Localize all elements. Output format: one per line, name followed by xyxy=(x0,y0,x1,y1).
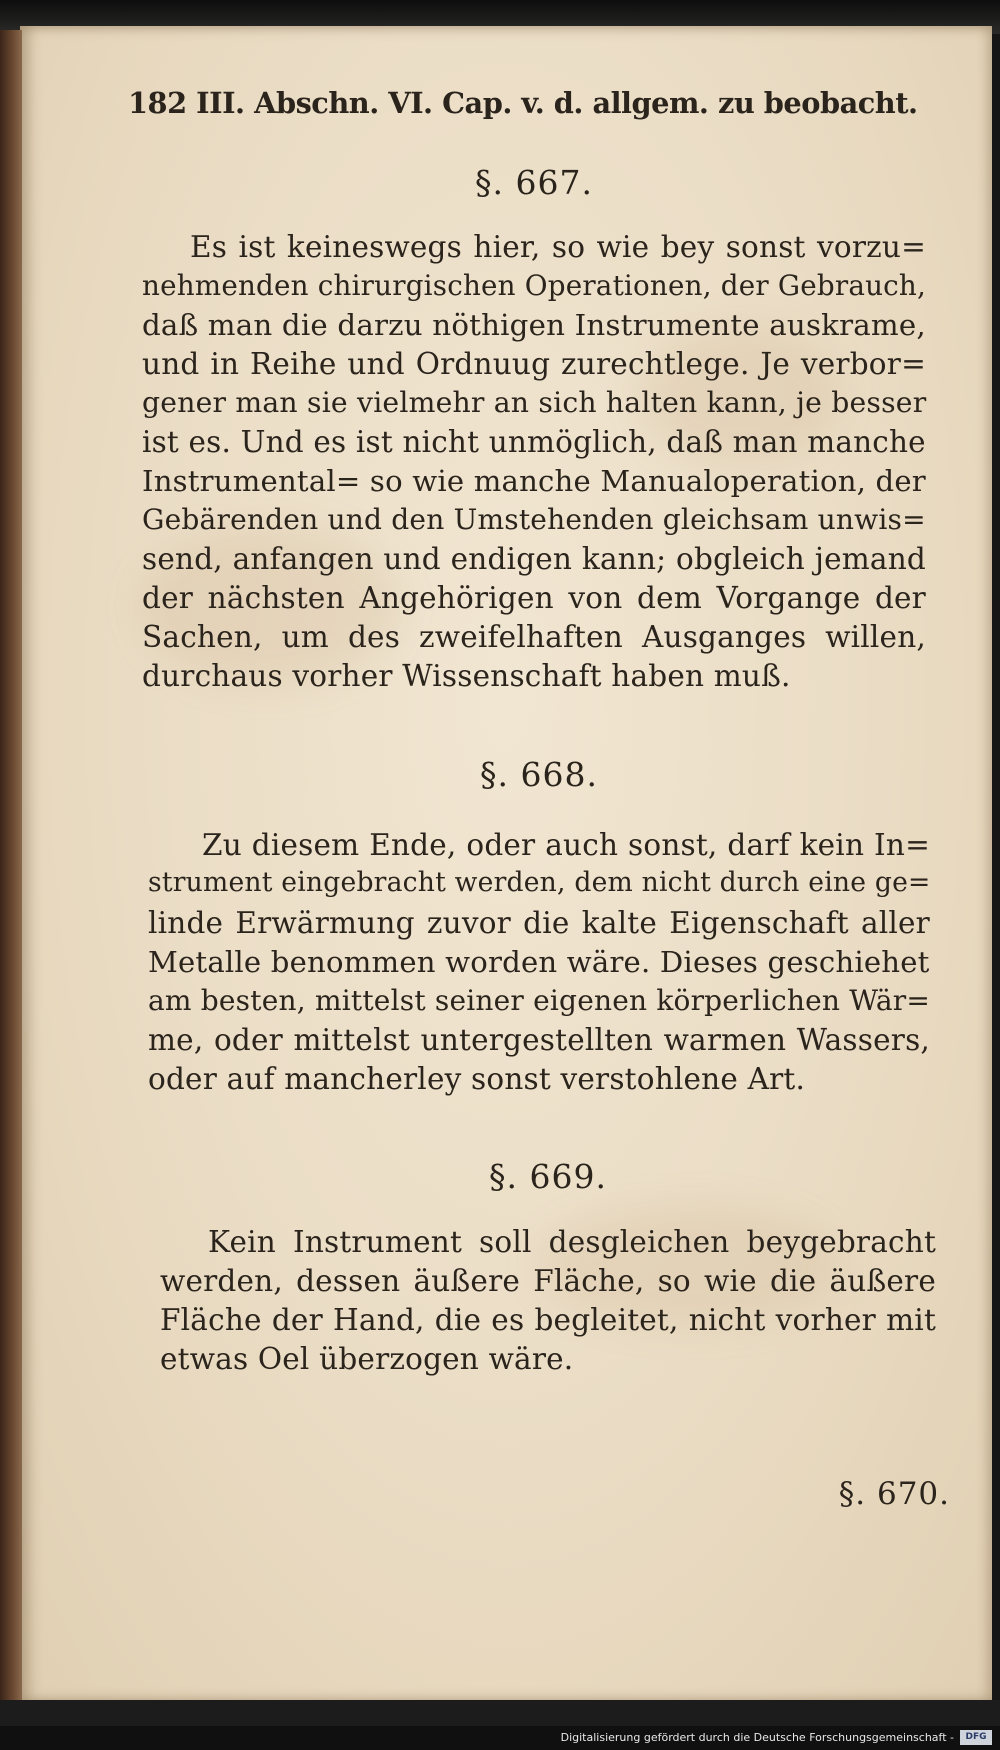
text-line: nehmenden chirurgischen Operationen, der Gebrauch, xyxy=(142,269,927,302)
dfg-logo: DFG xyxy=(960,1730,992,1745)
scan-bottom-edge xyxy=(0,1700,1000,1726)
text-line: Instrumental= so wie manche Manualoperation, der xyxy=(142,464,926,498)
text-line: Gebärenden und den Umstehenden gleichsam unwis= xyxy=(142,503,926,536)
text-line: ist es. Und es ist nicht unmöglich, daß man manche xyxy=(142,425,926,459)
text-line: Zu diesem Ende, oder auch sonst, darf kein In= xyxy=(202,828,930,862)
text-line: gener man sie vielmehr an sich halten kann, je besser xyxy=(142,386,927,419)
text-line: Fläche der Hand, die es begleitet, nicht vorher mit xyxy=(160,1303,936,1337)
text-line: durchaus vorher Wissenschaft haben muß. xyxy=(142,659,791,693)
text-line: me, oder mittelst untergestellten warmen Wassers, xyxy=(148,1023,930,1057)
text-line: oder auf mancherley sonst verstohlene Art. xyxy=(148,1062,806,1096)
digitization-credit: Digitalisierung gefördert durch die Deutsche Forschungsgemeinschaft - xyxy=(560,1731,954,1744)
section-number: §. 668. xyxy=(480,755,598,794)
text-line: send, anfangen und endigen kann; obgleich jemand xyxy=(142,542,926,576)
text-line: Kein Instrument soll desgleichen beygebracht xyxy=(208,1225,936,1259)
running-head: 182 III. Abschn. VI. Cap. v. d. allgem. zu beobacht. xyxy=(128,86,918,120)
text-line: strument eingebracht werden, dem nicht durch eine ge= xyxy=(148,867,931,898)
text-line: Es ist keineswegs hier, so wie bey sonst vorzu= xyxy=(190,230,926,264)
text-line: am besten, mittelst seiner eigenen körperlichen Wär= xyxy=(148,984,930,1017)
section-number: §. 667. xyxy=(475,163,593,202)
text-line: werden, dessen äußere Fläche, so wie die äußere xyxy=(160,1264,936,1298)
text-line: linde Erwärmung zuvor die kalte Eigenschaft aller xyxy=(148,906,930,940)
text-line: etwas Oel überzogen wäre. xyxy=(160,1342,574,1376)
text-line: der nächsten Angehörigen von dem Vorgange der xyxy=(142,581,926,615)
text-line: und in Reihe und Ordnuug zurechtlege. Je verbor= xyxy=(142,347,926,381)
catchword: §. 670. xyxy=(838,1476,950,1512)
section-number: §. 669. xyxy=(489,1157,607,1196)
text-line: daß man die darzu nöthigen Instrumente auskrame, xyxy=(142,308,926,342)
text-line: Sachen, um des zweifelhaften Ausganges willen, xyxy=(142,620,926,654)
book-cover-edge xyxy=(0,30,22,1710)
text-line: Metalle benommen worden wäre. Dieses geschiehet xyxy=(148,945,930,979)
